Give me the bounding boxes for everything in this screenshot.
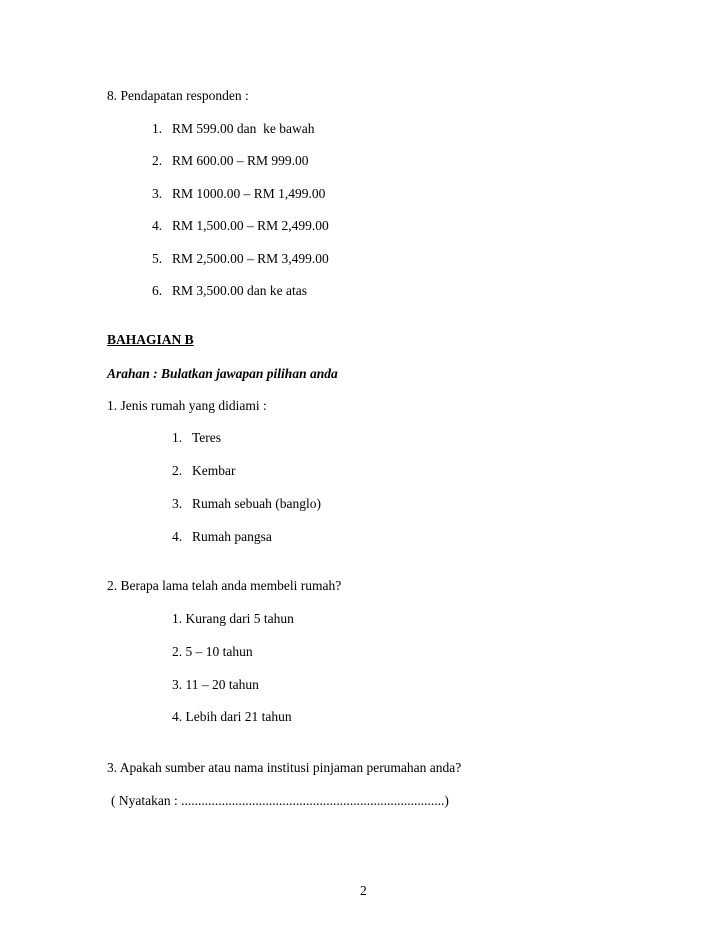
b2-option-2: 2. 5 – 10 tahun: [172, 644, 253, 659]
option-number: 2.: [172, 463, 183, 478]
b1-option-2: [172, 463, 235, 479]
option-number: 3.: [172, 496, 183, 511]
q8-option-4: [152, 218, 329, 234]
b2-option-3: 3. 11 – 20 tahun: [172, 677, 259, 692]
b2-option-1: 1. Kurang dari 5 tahun: [172, 611, 294, 626]
page-number: 2: [360, 883, 367, 898]
b1-option-3: [172, 496, 321, 512]
q8-option-6: [152, 283, 307, 299]
b3-fill-line: ( Nyatakan : ..............................................................................): [111, 793, 449, 808]
b2-option-4: 4. Lebih dari 21 tahun: [172, 709, 292, 724]
q8-option-1: [152, 121, 314, 137]
b3-question: 3. Apakah sumber atau nama institusi pinjaman perumahan anda?: [107, 760, 462, 775]
option-text: Rumah pangsa: [192, 529, 272, 544]
option-number: 2.: [152, 153, 163, 168]
option-number: 5.: [152, 251, 163, 266]
option-text: RM 1000.00 – RM 1,499.00: [172, 186, 326, 201]
b2-question: 2. Berapa lama telah anda membeli rumah?: [107, 578, 342, 593]
option-number: 6.: [152, 283, 163, 298]
option-text: RM 2,500.00 – RM 3,499.00: [172, 251, 329, 266]
option-number: 1.: [152, 121, 163, 136]
option-number: 4.: [172, 529, 183, 544]
option-text: Teres: [192, 430, 222, 445]
option-number: 1.: [172, 430, 183, 445]
option-text: RM 1,500.00 – RM 2,499.00: [172, 218, 329, 233]
option-text: RM 600.00 – RM 999.00: [172, 153, 309, 168]
option-number: 3.: [152, 186, 163, 201]
q8-option-3: [152, 186, 325, 202]
option-text: Kembar: [192, 463, 236, 478]
q8-option-2: [152, 153, 309, 169]
option-number: 4.: [152, 218, 163, 233]
section-instruction: Arahan : Bulatkan jawapan pilihan anda: [107, 366, 338, 381]
option-text: RM 3,500.00 dan ke atas: [172, 283, 307, 298]
b1-option-1: [172, 430, 221, 446]
q8-question: 8. Pendapatan responden :: [107, 88, 249, 103]
section-heading: BAHAGIAN B: [107, 332, 194, 347]
b1-question: 1. Jenis rumah yang didiami :: [107, 398, 267, 413]
b1-option-4: [172, 529, 272, 545]
option-text: Rumah sebuah (banglo): [192, 496, 321, 511]
q8-option-5: [152, 251, 329, 267]
option-text: RM 599.00 dan ke bawah: [172, 121, 315, 136]
